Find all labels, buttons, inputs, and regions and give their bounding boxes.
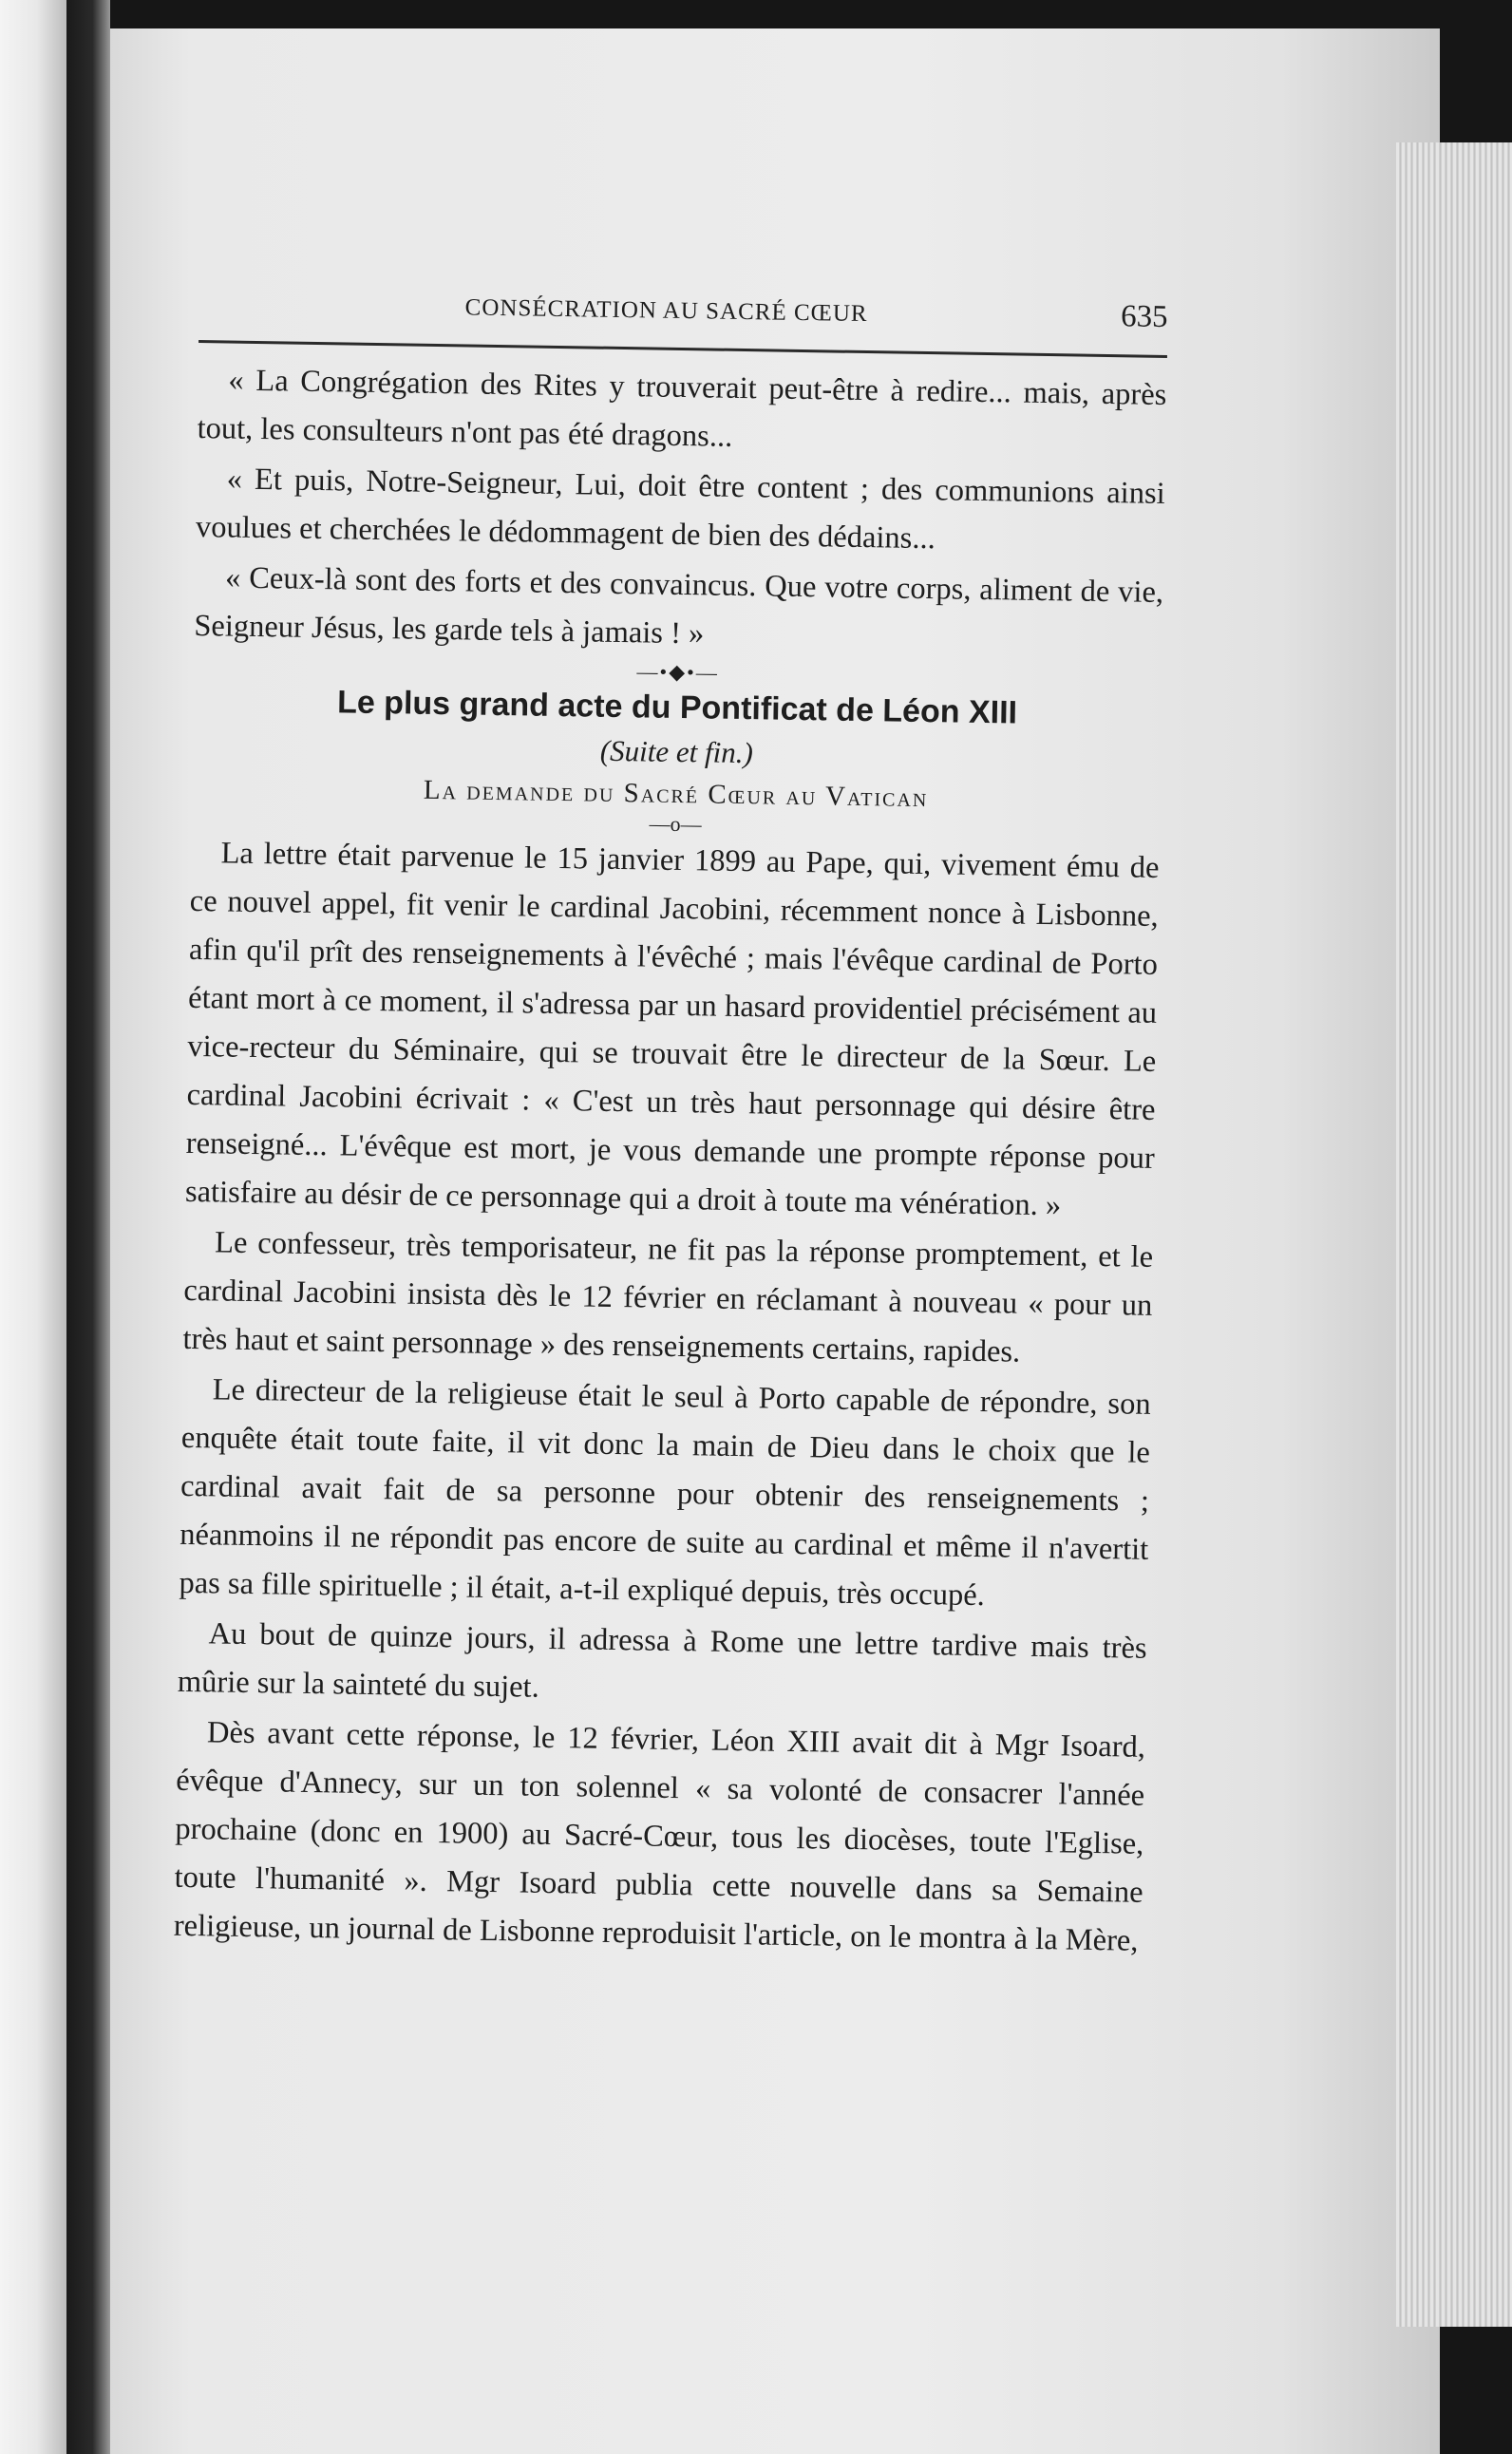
page-number: 635 <box>1120 299 1168 335</box>
paragraph: Au bout de quinze jours, il adressa à Rome une lettre tardive mais très mûrie sur la sainteté du sujet. <box>177 1616 1147 1705</box>
facing-page-edge <box>0 0 66 2454</box>
section-subheading: La demande du Sacré Cœur au Vatican <box>423 774 929 814</box>
paragraph: Le confesseur, très temporisateur, ne fit pas la réponse promptement, et le cardinal Jacobini insista dès le 12 février en réclamant à nouveau « pour un très haut et saint personnage » des renseignements certains, rapides. <box>182 1225 1154 1369</box>
paragraph: La lettre était parvenue le 15 janvier 1899 au Pape, qui, vivement ému de ce nouvel appel, fit venir le cardinal Jacobini, récemment nonce à Lisbonne, afin qu'il prît des renseignements à l'évêché ; mais l'évêque cardinal de Porto étant mort à ce moment, il s'adressa par un hasard providentiel précisément au vice-recteur du Séminaire, qui se trouvait être le directeur de la Sœur. Le cardinal Jacobini écrivait : « C'est un très haut personnage qui désire être renseigné... L'évêque est mort, je vous demande une prompte réponse pour satisfaire au désir de ce personnage qui a droit à toute ma vénération. » <box>184 836 1160 1223</box>
section-subtitle: (Suite et fin.) <box>599 733 754 770</box>
small-divider: —o— <box>649 811 702 837</box>
paragraph: « La Congrégation des Rites y trouverait peut-être à redire... mais, après tout, les consulteurs n'ont pas été dragons... <box>197 363 1167 454</box>
paragraph: « Ceux-là sont des forts et des convaincus. Que votre corps, aliment de vie, Seigneur Jésus, les garde tels à jamais ! » <box>194 560 1164 651</box>
paragraph: « Et puis, Notre-Seigneur, Lui, doit être content ; des communions ainsi voulues et cherchées le dédommagent de bien des dédains... <box>195 462 1165 557</box>
running-title: CONSÉCRATION AU SACRÉ CŒUR <box>464 294 868 328</box>
page-text-block <box>173 285 1167 1966</box>
section-title: Le plus grand acte du Pontificat de Léon XIII <box>336 684 1018 731</box>
paragraph: Le directeur de la religieuse était le seul à Porto capable de répondre, son enquête était toute faite, il vit donc la main de Dieu dans le choix que le cardinal avait fait de sa personne pour obtenir des renseignements ; néanmoins il ne répondit pas encore de suite au cardinal et même il n'avertit pas sa fille spirituelle ; il était, a-t-il expliqué depuis, très occupé. <box>179 1372 1151 1614</box>
paragraph: Dès avant cette réponse, le 12 février, Léon XIII avait dit à Mgr Isoard, évêque d'Annecy, sur un ton solennel « sa volonté de consacrer l'année prochaine (donc en 1900) au Sacré-Cœur, tous les diocèses, toute l'Eglise, toute l'humanité ». Mgr Isoard publia cette nouvelle dans sa Semaine religieuse, un journal de Lisbonne reproduisit l'article, on le montra à la Mère, <box>173 1715 1146 1958</box>
ornament-divider: —•◆•— <box>636 659 720 685</box>
book-gutter <box>66 0 110 2454</box>
page-stack-edge <box>1396 142 1512 2327</box>
